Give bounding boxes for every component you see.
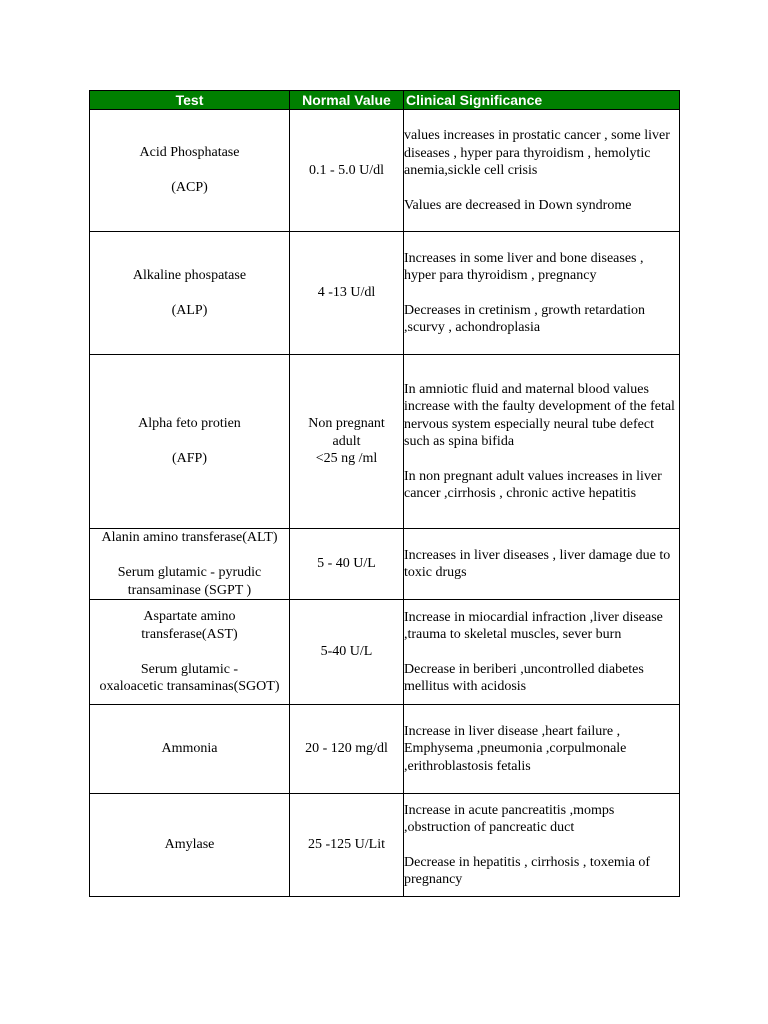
normal-value-line: 5 - 40 U/L (317, 556, 376, 572)
table-row (90, 110, 680, 232)
lab-values-table (89, 90, 680, 897)
normal-value-line: 0.1 - 5.0 U/dl (308, 162, 385, 178)
test-name-line: Acid Phosphatase (139, 145, 240, 161)
significance-paragraph: Values are decreased in Down syndrome (404, 197, 632, 213)
normal-value-line: 25 -125 U/Lit (308, 837, 385, 853)
header-normal-value: Normal Value (290, 91, 404, 110)
significance-paragraph: Increases in some liver and bone diseases , hyper para thyroidism , pregnancy (404, 250, 644, 283)
test-name-line (90, 162, 289, 180)
clinical-significance-cell (404, 794, 680, 897)
significance-paragraph: Decrease in beriberi ,uncontrolled diabetes mellitus with acidosis (404, 661, 644, 694)
clinical-significance-cell (404, 705, 680, 794)
normal-value-line: 20 - 120 mg/dl (305, 741, 388, 757)
test-name-line: transaminase (SGPT ) (127, 582, 252, 598)
test-name-cell (90, 529, 290, 600)
test-name-line: Serum glutamic - pyrudic (117, 565, 262, 580)
significance-paragraph: Increase in liver disease ,heart failure , Emphysema ,pneumonia ,corpulmonale ,erithroblastosis fetalis (404, 723, 627, 774)
significance-paragraph: values increases in prostatic cancer , some liver diseases , hyper para thyroidism , hemolytic anemia,sickle cell crisis (404, 128, 670, 178)
test-name-cell (90, 600, 290, 705)
clinical-significance-cell (404, 232, 680, 355)
test-name-cell (90, 355, 290, 529)
normal-value-cell (290, 355, 404, 529)
normal-value-line: 5-40 U/L (320, 644, 373, 660)
clinical-significance-cell (404, 355, 680, 529)
test-name-line (90, 284, 289, 302)
test-name-line: Alanin amino transferase(ALT) (101, 530, 278, 545)
significance-paragraph: In amniotic fluid and maternal blood values increase with the faulty development of the fetal nervous system especially neural tube defect such as spina bifida (404, 381, 675, 449)
test-name-line (90, 547, 289, 565)
test-name-cell (90, 110, 290, 232)
test-name-line: oxaloacetic transaminas(SGOT) (99, 679, 280, 695)
clinical-significance-cell (404, 600, 680, 705)
significance-paragraph: Decreases in cretinism , growth retardation ,scurvy , achondroplasia (404, 302, 646, 335)
table-row (90, 529, 680, 600)
significance-paragraph: In non pregnant adult values increases in liver cancer ,cirrhosis , chronic active hepatitis (404, 468, 662, 501)
normal-value-line: Non pregnant (308, 416, 385, 432)
test-name-line: (AFP) (171, 451, 207, 467)
normal-value-cell (290, 232, 404, 355)
paragraph-gap (404, 285, 677, 302)
clinical-significance-cell (404, 529, 680, 600)
table-row (90, 232, 680, 355)
normal-value-cell (290, 529, 404, 600)
test-name-line: Amylase (164, 837, 215, 853)
test-name-line: Ammonia (161, 741, 218, 757)
table-header-row (90, 91, 680, 110)
normal-value-cell (290, 110, 404, 232)
paragraph-gap (404, 644, 677, 661)
test-name-line (90, 433, 289, 451)
clinical-significance-cell (404, 110, 680, 232)
test-name-line: transferase(AST) (141, 626, 238, 642)
paragraph-gap (404, 837, 677, 854)
normal-value-line: <25 ng /ml (315, 451, 378, 467)
table-row (90, 600, 680, 705)
table-body (90, 110, 680, 897)
table-row (90, 355, 680, 529)
significance-paragraph: Increase in acute pancreatitis ,momps ,obstruction of pancreatic duct (404, 802, 615, 835)
test-name-line: Aspartate amino (143, 609, 236, 625)
test-name-line (90, 643, 289, 661)
header-test: Test (90, 91, 290, 110)
test-name-line: (ACP) (171, 180, 208, 196)
table-row (90, 794, 680, 897)
test-name-line: Alkaline phospatase (132, 267, 247, 283)
normal-value-line: 4 -13 U/dl (317, 285, 376, 301)
normal-value-cell (290, 794, 404, 897)
test-name-cell (90, 794, 290, 897)
significance-paragraph: Increase in miocardial infraction ,liver disease ,trauma to skeletal muscles, sever burn (404, 609, 663, 642)
test-name-line: Serum glutamic - (140, 661, 239, 677)
paragraph-gap (404, 451, 677, 468)
normal-value-cell (290, 600, 404, 705)
test-name-cell (90, 232, 290, 355)
test-name-line: Alpha feto protien (138, 416, 241, 432)
header-clinical-significance: Clinical Significance (404, 91, 680, 110)
test-name-cell (90, 705, 290, 794)
table-row (90, 705, 680, 794)
normal-value-line: adult (332, 433, 361, 449)
significance-paragraph: Decrease in hepatitis , cirrhosis , toxemia of pregnancy (404, 854, 651, 887)
paragraph-gap (404, 180, 677, 197)
normal-value-cell (290, 705, 404, 794)
test-name-line: (ALP) (171, 302, 208, 318)
significance-paragraph: Increases in liver diseases , liver damage due to toxic drugs (404, 547, 671, 580)
